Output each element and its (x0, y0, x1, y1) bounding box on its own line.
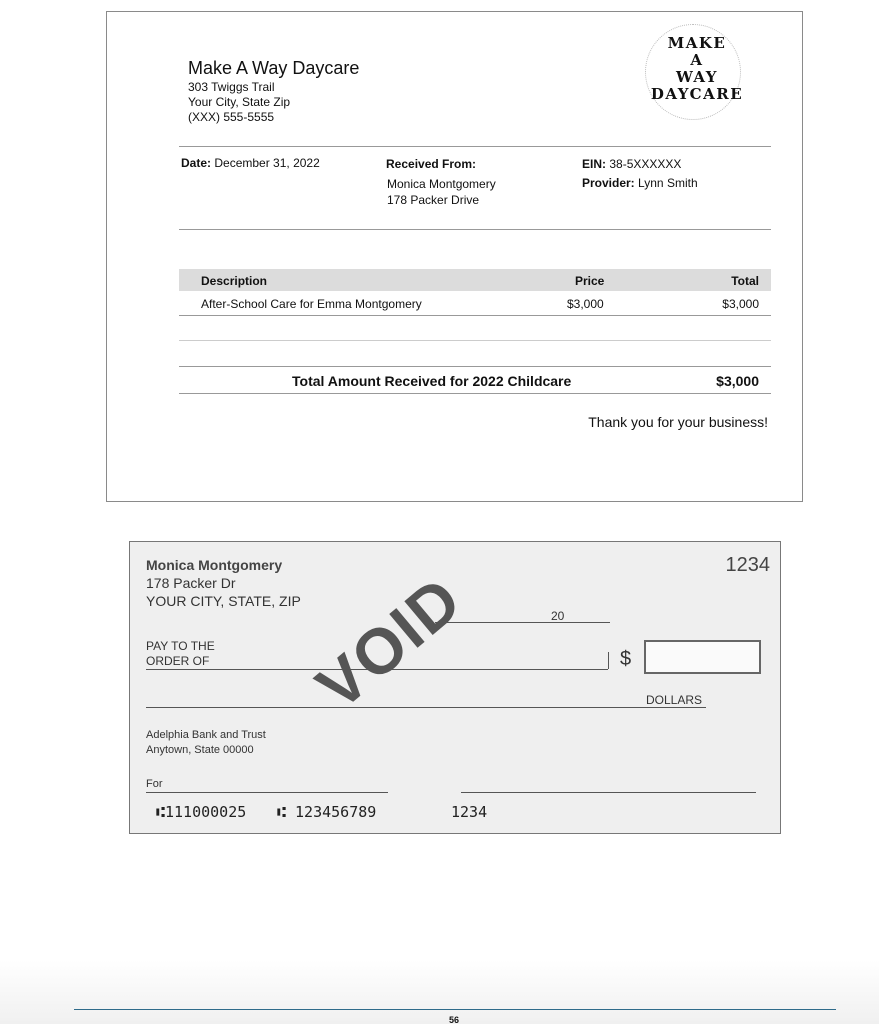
page-bottom-shade (0, 960, 879, 1024)
amount-words-line (146, 707, 706, 708)
business-address: 303 Twiggs Trail (188, 80, 275, 94)
ein-value: 38-5XXXXXX (609, 157, 682, 171)
payee-line-end (608, 652, 609, 669)
page-number: 56 (449, 1015, 460, 1025)
signature-line (461, 792, 756, 793)
logo-line: A (690, 51, 704, 69)
ein-label: EIN: (582, 157, 606, 171)
payer-address: 178 Packer Dr (146, 575, 236, 591)
logo-line: DAYCARE (650, 85, 744, 103)
bank-name: Adelphia Bank and Trust (146, 729, 266, 741)
date-prefix: 20 (551, 609, 565, 623)
void-stamp: VOID (303, 562, 476, 724)
thank-you-message: Thank you for your business! (588, 414, 768, 430)
pay-to-label: PAY TO THE (146, 639, 215, 653)
business-phone: (XXX) 555-5555 (188, 110, 275, 124)
total-value: $3,000 (716, 373, 759, 389)
dollars-label: DOLLARS (646, 693, 703, 707)
daycare-logo (637, 18, 757, 118)
divider (179, 366, 771, 367)
divider (179, 340, 771, 341)
account-number: ⑆ 123456789 (277, 803, 377, 821)
column-header-description: Description (201, 274, 268, 288)
row-price: $3,000 (567, 297, 604, 311)
business-city: Your City, State Zip (188, 95, 291, 109)
received-from-label: Received From: (386, 157, 477, 171)
date-value: December 31, 2022 (214, 156, 320, 170)
daycare-receipt (106, 11, 803, 502)
logo-line: WAY (676, 68, 718, 86)
memo-line (146, 792, 388, 793)
table-header-bar (179, 269, 771, 291)
dollar-sign: $ (620, 648, 632, 670)
date-label: Date: (181, 156, 212, 170)
ein (582, 156, 681, 172)
payer-name: Monica Montgomery (146, 557, 283, 573)
void-check (129, 541, 781, 834)
check-number: 1234 (725, 554, 770, 576)
logo-line: MAKE (667, 34, 727, 52)
received-from-address: 178 Packer Drive (387, 193, 480, 207)
bank-city: Anytown, State 00000 (146, 744, 254, 756)
provider (582, 175, 698, 191)
amount-box (644, 640, 761, 674)
business-name: Make A Way Daycare (188, 58, 360, 78)
row-total: $3,000 (722, 297, 759, 311)
memo-label: For (146, 778, 163, 790)
divider (179, 229, 771, 230)
order-of-label: ORDER OF (146, 654, 210, 668)
divider (179, 315, 771, 316)
routing-number: ⑆111000025 (156, 803, 247, 821)
micr-check-number: 1234 (451, 803, 488, 821)
received-from-name: Monica Montgomery (387, 177, 496, 191)
payer-city: YOUR CITY, STATE, ZIP (146, 593, 301, 609)
divider (179, 146, 771, 147)
footer-rule (74, 1009, 836, 1010)
row-description: After-School Care for Emma Montgomery (201, 297, 422, 311)
total-label: Total Amount Received for 2022 Childcare (292, 373, 572, 389)
divider (179, 393, 771, 394)
receipt-date (181, 155, 320, 171)
provider-label: Provider: (582, 176, 635, 190)
provider-value: Lynn Smith (638, 176, 698, 190)
column-header-total: Total (731, 274, 759, 288)
column-header-price: Price (575, 274, 605, 288)
